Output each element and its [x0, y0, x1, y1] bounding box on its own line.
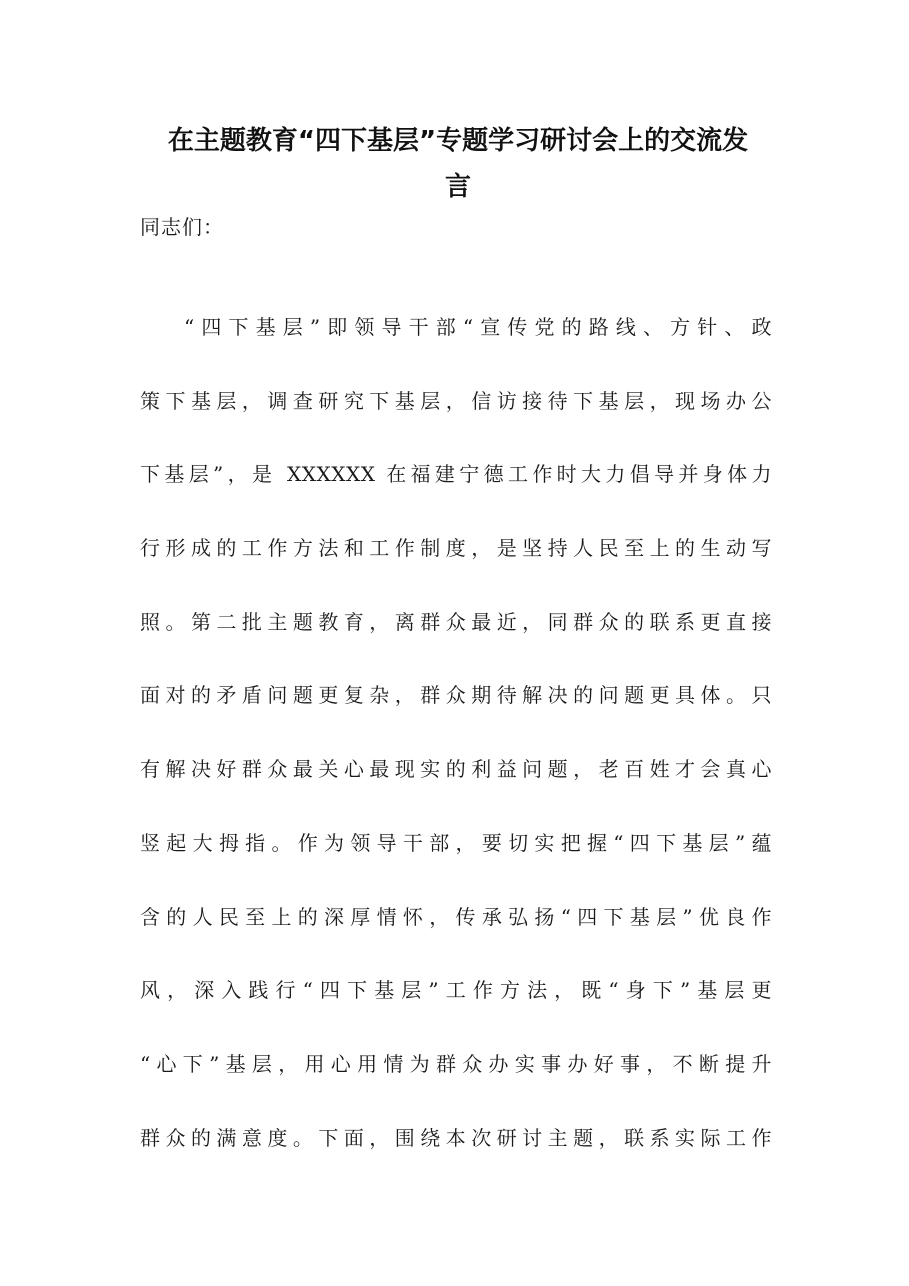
document-title [138, 118, 778, 210]
body-line: 行形成的工作方法和工作制度，是坚持人民至上的生动写 [140, 536, 772, 561]
body-paragraph [140, 312, 772, 1196]
body-line: 竖起大拇指。作为领导干部，要切实把握“四下基层”蕴 [140, 830, 772, 855]
body-line: 面对的矛盾问题更复杂，群众期待解决的问题更具体。只 [140, 683, 772, 708]
body-line: 含的人民至上的深厚情怀，传承弘扬“四下基层”优良作 [140, 904, 772, 929]
salutation: 同志们： [140, 215, 224, 239]
body-line: 有解决好群众最关心最现实的利益问题，老百姓才会真心 [140, 757, 772, 782]
body-line: 群众的满意度。下面，围绕本次研讨主题，联系实际工作 [140, 1125, 772, 1150]
body-line: 策下基层，调查研究下基层，信访接待下基层，现场办公 [140, 388, 772, 413]
body-line: 照。第二批主题教育，离群众最近，同群众的联系更直接 [140, 609, 772, 634]
title-line: 言 [444, 172, 471, 202]
body-line: 风，深入践行“四下基层”工作方法，既“身下”基层更 [140, 978, 772, 1003]
body-line: “四下基层”即领导干部“宣传党的路线、方针、政 [184, 315, 772, 339]
body-line: 下基层”，是 XXXXXX 在福建宁德工作时大力倡导并身体力 [140, 462, 772, 487]
title-line: 在主题教育“四下基层”专题学习研讨会上的交流发 [167, 126, 749, 156]
body-line: “心下”基层，用心用情为群众办实事办好事，不断提升 [140, 1051, 772, 1076]
